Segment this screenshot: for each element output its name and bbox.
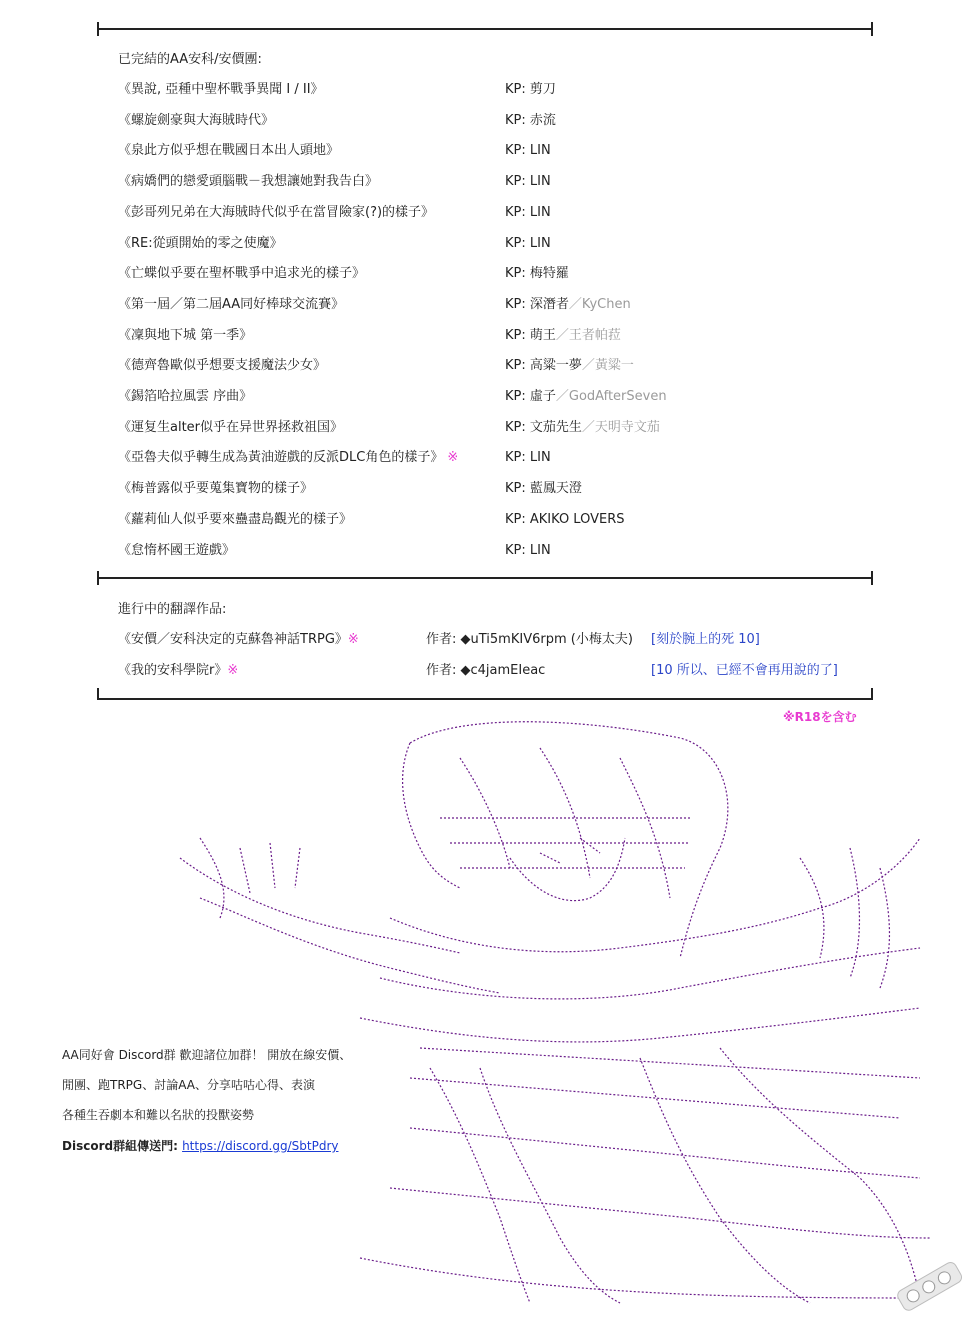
completed-title: 《螺旋劍豪與大海賊時代》: [118, 113, 275, 128]
discord-link-label: Discord群組傳送門:: [62, 1139, 183, 1153]
completed-kp: [505, 512, 624, 528]
ongoing-author: 作者: ◆c4jamEIeac: [426, 663, 546, 678]
kp-alt-name: ／天明寺文茄: [581, 420, 660, 435]
completed-kp: [505, 358, 634, 374]
discord-link[interactable]: https://discord.gg/SbtPdry: [182, 1139, 339, 1153]
ongoing-author: 作者: ◆uTi5mKIV6rpm (小梅太夫): [426, 632, 633, 647]
completed-item[interactable]: [118, 450, 458, 466]
completed-kp: [505, 143, 551, 159]
completed-item[interactable]: [118, 174, 378, 190]
completed-kp: [505, 266, 569, 282]
kp-name: KP: 梅特羅: [505, 266, 569, 281]
discord-line-2: 閒團、跑TRPG、討論AA、分享咕咕心得、表演: [62, 1078, 315, 1092]
completed-item[interactable]: [118, 82, 324, 98]
kp-alt-name: ／王者帕菈: [555, 328, 621, 343]
kp-name: KP: LIN: [505, 174, 551, 189]
kp-name: KP: LIN: [505, 450, 551, 465]
kp-name: KP: LIN: [505, 543, 551, 558]
kp-name: KP: 萌王: [505, 328, 556, 343]
completed-kp: [505, 328, 621, 344]
ongoing-chapter[interactable]: [刻於腕上的死 10]: [651, 632, 760, 647]
kp-name: KP: AKIKO LOVERS: [505, 512, 625, 527]
ongoing-title: 《我的安科學院r》: [118, 663, 228, 678]
bottom-rule: [97, 698, 873, 700]
kp-name: KP: LIN: [505, 236, 551, 251]
completed-kp: [505, 450, 551, 466]
r18-note: ※R18を含む: [783, 710, 857, 724]
ongoing-item[interactable]: [118, 632, 359, 648]
kp-name: KP: 藍鳳天澄: [505, 481, 582, 496]
ascii-art-illustration: [160, 718, 940, 1308]
kp-name: KP: 赤流: [505, 113, 556, 128]
top-rule: [97, 28, 873, 30]
completed-title: 《亞魯夫似乎轉生成為黃油遊戲的反派DLC角色的樣子》: [118, 450, 444, 465]
completed-item[interactable]: [118, 143, 339, 159]
completed-kp: [505, 113, 556, 129]
completed-item[interactable]: [118, 205, 434, 221]
completed-kp: [505, 82, 556, 98]
completed-item[interactable]: [118, 481, 313, 497]
completed-item[interactable]: [118, 358, 326, 374]
completed-item[interactable]: [118, 328, 252, 344]
middle-rule: [97, 577, 873, 579]
completed-title: 《凜與地下城 第一季》: [118, 328, 253, 343]
completed-title: 《RE:從頭開始的零之使魔》: [118, 236, 283, 251]
kp-name: KP: 文茄先生: [505, 420, 582, 435]
kp-name: KP: 高粱一夢: [505, 358, 582, 373]
completed-title: 《病嬌們的戀愛頭腦戰－我想讓她對我告白》: [118, 174, 379, 189]
completed-kp: [505, 236, 551, 252]
completed-title: 《彭哥列兄弟在大海賊時代似乎在當冒險家(?)的樣子》: [118, 205, 435, 220]
ongoing-chapter[interactable]: [10 所以、已經不會再用說的了]: [651, 663, 838, 678]
discord-line-3: 各種生吞劇本和難以名狀的投獸姿勢: [62, 1108, 255, 1122]
kp-alt-name: ／黃粱一: [581, 358, 634, 373]
completed-kp: [505, 543, 551, 559]
completed-item[interactable]: [118, 113, 274, 129]
completed-title: 《蘿莉仙人似乎要來蠱盡島觀光的樣子》: [118, 512, 353, 527]
kp-name: KP: 虛子: [505, 389, 556, 404]
completed-item[interactable]: [118, 266, 365, 282]
ongoing-title: 《安價／安科決定的克蘇魯神話TRPG》: [118, 632, 348, 647]
r18-mark: ※: [347, 632, 359, 647]
r18-mark: ※: [447, 450, 459, 465]
discord-line-1: AA同好會 Discord群 歡迎諸位加群！ 開放在線安價、: [62, 1048, 352, 1062]
kp-name: KP: 剪刀: [505, 82, 556, 97]
completed-title: 《第一屆／第二屆AA同好棒球交流賽》: [118, 297, 345, 312]
completed-kp: [505, 205, 551, 221]
discord-invite: [62, 1138, 338, 1154]
completed-kp: [505, 481, 582, 497]
completed-title: 《泉此方似乎想在戰國日本出人頭地》: [118, 143, 340, 158]
completed-title: 《運复生alter似乎在异世界拯救祖国》: [118, 420, 344, 435]
completed-item[interactable]: [118, 420, 343, 436]
r18-mark: ※: [227, 663, 239, 678]
completed-title: 《錫箔哈拉風雲 序曲》: [118, 389, 253, 404]
kp-alt-name: ／KyChen: [568, 297, 631, 312]
kp-name: KP: LIN: [505, 205, 551, 220]
completed-item[interactable]: [118, 389, 252, 405]
completed-kp: [505, 420, 660, 436]
completed-kp: [505, 174, 551, 190]
completed-item[interactable]: [118, 236, 283, 252]
ongoing-heading: 進行中的翻譯作品:: [118, 602, 227, 617]
completed-title: 《異說, 亞種中聖杯戰爭異聞 I / II》: [118, 82, 324, 97]
completed-kp: [505, 297, 631, 313]
completed-title: 《梅普露似乎要蒐集寶物的樣子》: [118, 481, 314, 496]
completed-kp: [505, 389, 667, 405]
completed-item[interactable]: [118, 512, 352, 528]
kp-alt-name: ／GodAfterSeven: [555, 389, 667, 404]
completed-heading: 已完結的AA安科/安價團:: [118, 52, 262, 67]
ongoing-item[interactable]: [118, 663, 238, 679]
kp-name: KP: 深潛者: [505, 297, 569, 312]
completed-item[interactable]: [118, 297, 344, 313]
completed-title: 《德齊魯歐似乎想要支援魔法少女》: [118, 358, 327, 373]
completed-item[interactable]: [118, 543, 235, 559]
site-logo: [890, 1255, 970, 1315]
completed-title: 《亡蝶似乎要在聖杯戰爭中追求光的樣子》: [118, 266, 366, 281]
completed-title: 《怠惰杯國王遊戲》: [118, 543, 236, 558]
kp-name: KP: LIN: [505, 143, 551, 158]
